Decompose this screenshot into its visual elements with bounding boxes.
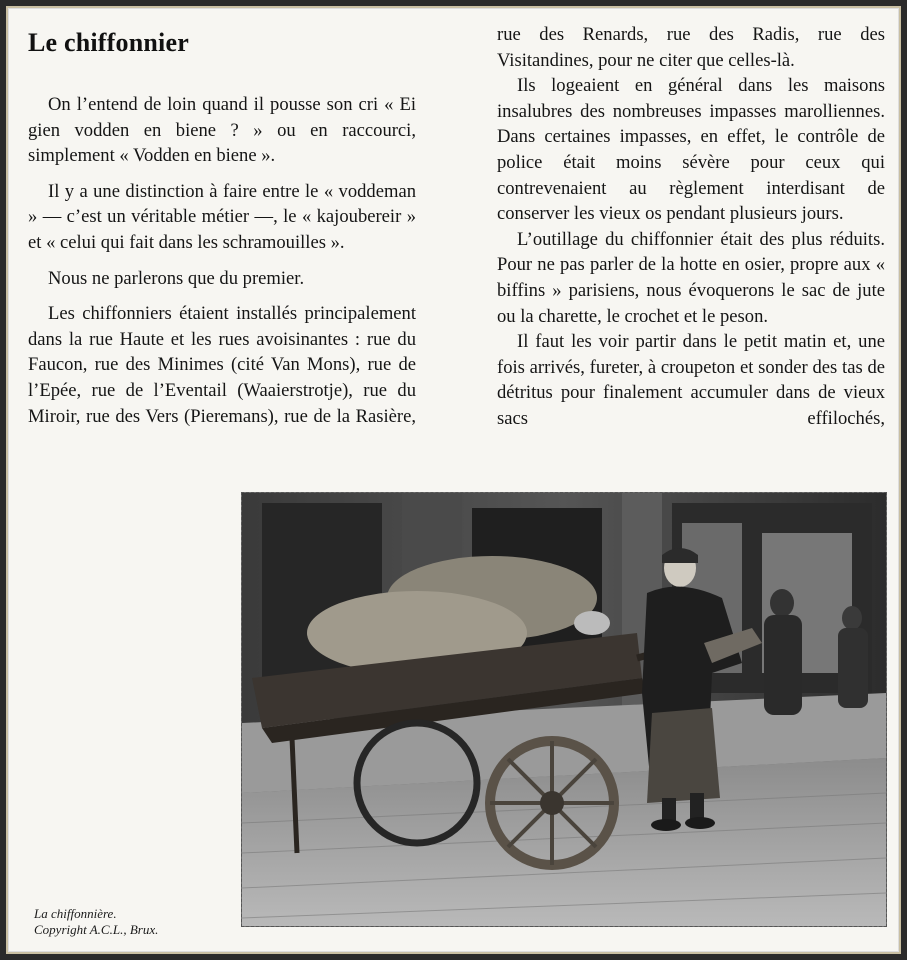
scanned-page — [6, 6, 901, 954]
paragraph-morning: Il faut les voir partir dans le petit matin et, une fois arrivés, fureter, à croupeton et sonder des tas de détritus pour finalement accumuler dans de vieux sacs effilochés, — [497, 331, 885, 429]
paragraph-distinction: Il y a une distinction à faire entre le « voddeman » — c’est un véritable métier —, le « kajoubereir » et « celui qui fait dans les schramouilles ». — [28, 180, 416, 253]
caption-title: La chiffonnière. — [34, 906, 117, 921]
paragraph-tools: L’outillage du chiffonnier était des plus réduits. Pour ne pas parler de la hotte en osier, propre aux « biffins » parisiens, nous évoquerons le sac de jute ou la charette, le crochet et le peson. — [497, 228, 885, 327]
ragpicker-photo — [241, 492, 887, 927]
paragraph-housing: Ils logeaient en général dans les maisons insalubres des nombreuses impasses marolliennes. Dans certaines impasses, en effet, le contrôle de police était moins sévère pour ceux qui contrevenaient au règlement interdisant de conserver les vieux os pendant plusieurs jours. — [497, 75, 885, 225]
bystander-figure — [764, 615, 802, 715]
photo-caption — [34, 906, 158, 938]
right-column — [497, 22, 885, 432]
paragraph-streets: Les chiffonniers étaient installés principalement dans la rue Haute et les rues avoisinantes : rue du Faucon, rue des Minimes (cité Van Mons), rue de l’Epée, rue de l’Eventail (Waaierstrotje), rue du Miroir, rue des Vers (Pieremans), rue de la Rasière, — [28, 303, 416, 427]
paragraph-streets-continued: rue des Renards, rue des Radis, rue des Visitandines, pour ne citer que celles-là. — [497, 24, 885, 71]
ragpicker-photo-drawing — [242, 493, 886, 926]
paragraph-premier: Nous ne parlerons que du premier. — [48, 267, 305, 289]
paragraph-intro: On l’entend de loin quand il pousse son cri « Ei gien vodden en biene ? » ou en raccourci, simplement « Vodden en biene ». — [28, 94, 416, 167]
article-title: Le chiffonnier — [28, 28, 189, 57]
left-column — [28, 92, 416, 429]
caption-copyright: Copyright A.C.L., Brux. — [34, 922, 159, 937]
